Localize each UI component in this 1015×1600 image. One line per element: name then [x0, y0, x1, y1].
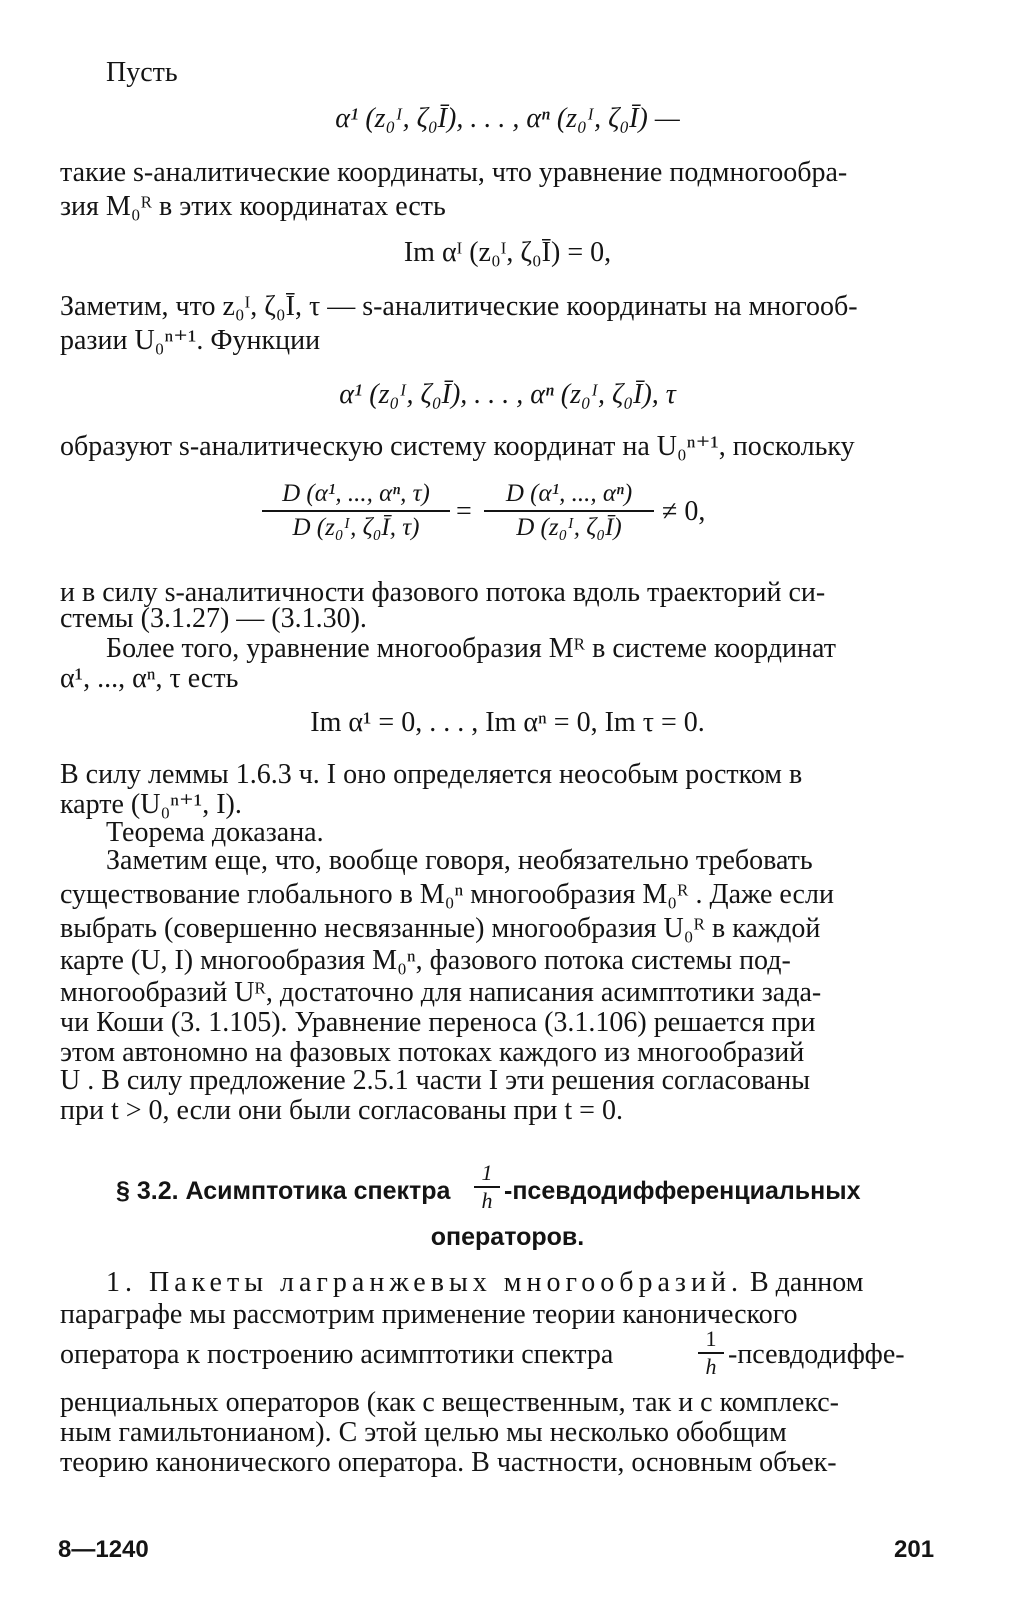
section-heading: -псевдодифференциальных: [504, 1177, 861, 1205]
formula-line: α¹ (z₀ᴵ, ζ₀Ī), . . . , αⁿ (z₀ᴵ, ζ₀Ī), τ: [339, 379, 676, 410]
text-line: карте (U₀ⁿ⁺¹, I).: [60, 789, 242, 820]
fraction-denominator: h: [481, 1188, 493, 1213]
fraction-denominator: D (z₀ᴵ, ζ₀Ī, τ): [292, 514, 420, 541]
jacobian-fraction-right: [484, 478, 654, 544]
text-line: многообразий Uᴿ, достаточно для написания асимптотики зада-: [60, 977, 822, 1008]
text-line: при t > 0, если они были согласованы при t = 0.: [60, 1095, 623, 1126]
section-heading: § 3.2. Асимптотика спектра: [116, 1177, 451, 1205]
text-line: существование глобального в M₀ⁿ многообразия M₀ᴿ . Даже если: [60, 879, 834, 910]
not-equal-zero: ≠ 0,: [662, 496, 706, 527]
fraction-numerator: 1: [481, 1160, 493, 1185]
text-line: ным гамильтонианом). С этой целью мы несколько обобщим: [60, 1417, 787, 1448]
page-number: 201: [894, 1536, 935, 1563]
text-line: этом автономно на фазовых потоках каждого из многообразий: [60, 1037, 805, 1068]
text-line: чи Коши (3. 1.105). Уравнение переноса (3.1.106) решается при: [60, 1007, 816, 1038]
text-line: карте (U, I) многообразия M₀ⁿ, фазового потока системы под-: [60, 945, 791, 976]
text-line: Более того, уравнение многообразия Mᴿ в системе координат: [106, 633, 836, 664]
text-line: параграфе мы рассмотрим применение теории канонического: [60, 1299, 798, 1330]
spaced-lead: 1. Пакеты лагранжевых многообразий.: [106, 1267, 743, 1298]
text-line: Заметим еще, что, вообще говоря, необязательно требовать: [106, 845, 813, 876]
text-line: -псевдодиффе-: [728, 1339, 905, 1370]
text-span: В данном: [742, 1267, 864, 1298]
text-line: зия M₀ᴿ в этих координатах есть: [60, 191, 446, 222]
jacobian-fraction-left: [262, 478, 450, 544]
text-line: такие s-аналитические координаты, что уравнение подмногообра-: [60, 157, 848, 188]
formula-line: Im α¹ = 0, . . . , Im αⁿ = 0, Im τ = 0.: [310, 707, 705, 738]
h-fraction: [698, 1326, 724, 1380]
equals-sign: =: [456, 496, 472, 527]
section-heading: операторов.: [430, 1223, 585, 1251]
text-line: ренциальных операторов (как с вещественным, так и с комплекс-: [60, 1387, 840, 1418]
fraction-denominator: D (z₀ᴵ, ζ₀Ī): [516, 514, 622, 541]
text-line: α¹, ..., αⁿ, τ есть: [60, 663, 239, 694]
text-line: U . В силу предложение 2.5.1 части I эти решения согласованы: [60, 1065, 811, 1096]
fraction-numerator: D (α¹, ..., αⁿ): [505, 480, 633, 507]
fraction-numerator: 1: [705, 1326, 717, 1351]
fraction-numerator: D (α¹, ..., αⁿ, τ): [282, 480, 430, 507]
text-line: Заметим, что z₀ᴵ, ζ₀Ī, τ — s-аналитические координаты на многооб-: [60, 291, 858, 322]
formula-line: α¹ (z₀ᴵ, ζ₀Ī), . . . , αⁿ (z₀ᴵ, ζ₀Ī) —: [335, 103, 680, 134]
text-line: Пусть: [106, 57, 178, 88]
text-line: Теорема доказана.: [106, 817, 324, 848]
text-line: стемы (3.1.27) — (3.1.30).: [60, 603, 367, 634]
text-line: теорию канонического оператора. В частности, основным объек-: [60, 1447, 837, 1478]
h-fraction: [474, 1160, 500, 1214]
text-line: разии U₀ⁿ⁺¹. Функции: [60, 325, 321, 356]
text-line: [106, 1268, 936, 1298]
text-line: и в силу s-аналитичности фазового потока вдоль траекторий си-: [60, 577, 826, 608]
text-line: образуют s-аналитическую систему координат на U₀ⁿ⁺¹, поскольку: [60, 431, 855, 462]
text-line: выбрать (совершенно несвязанные) многообразия U₀ᴿ в каждой: [60, 913, 821, 944]
text-line: оператора к построению асимптотики спектра: [60, 1339, 614, 1370]
fraction-denominator: h: [705, 1354, 717, 1379]
formula-line: Im αᴵ (z₀ᴵ, ζ₀Ī) = 0,: [403, 237, 612, 268]
text-line: В силу леммы 1.6.3 ч. I оно определяется неособым ростком в: [60, 759, 803, 790]
signature-mark: 8—1240: [58, 1536, 149, 1563]
